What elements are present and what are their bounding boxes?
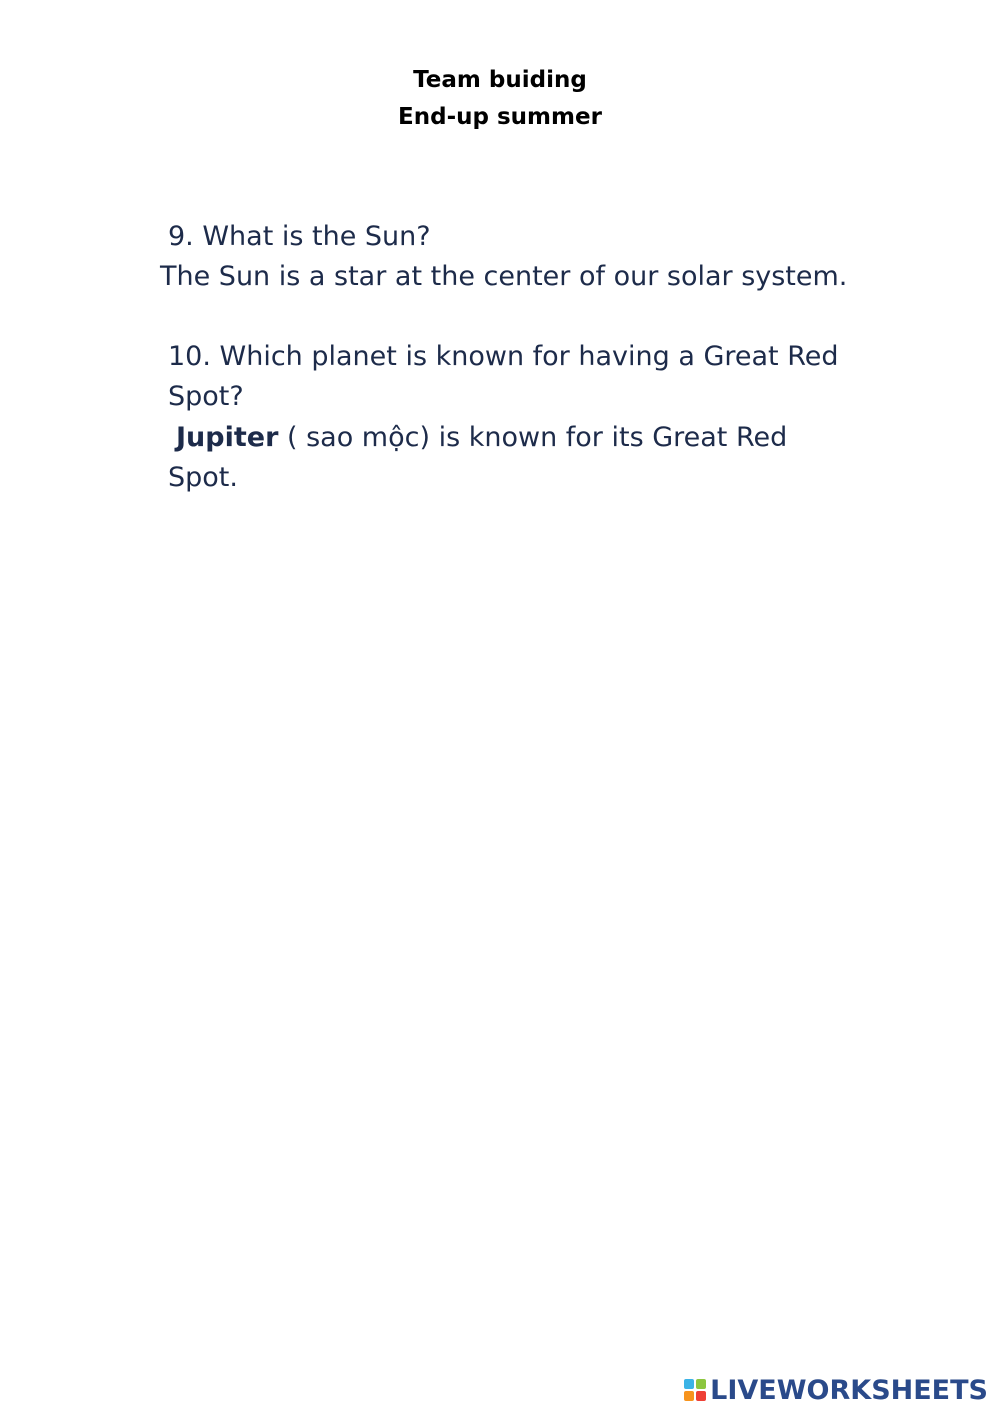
document-title: Team buiding: [413, 67, 587, 93]
answer-10-text: ( sao mộc) is known for its Great Red: [278, 422, 788, 453]
liveworksheets-logo-text: LIVEWORKSHEETS: [710, 1374, 988, 1406]
answer-10-keyword: Jupiter: [176, 422, 279, 453]
liveworksheets-logo-icon: [684, 1379, 706, 1401]
answer-10-line-2: Spot.: [168, 462, 238, 493]
document-subtitle: End-up summer: [398, 104, 602, 130]
answer-10-line-1: [176, 418, 787, 458]
liveworksheets-logo: [684, 1373, 988, 1407]
question-10-line-2: Spot?: [168, 381, 244, 412]
answer-9: The Sun is a star at the center of our solar system.: [160, 261, 848, 292]
question-9: 9. What is the Sun?: [168, 221, 431, 252]
question-10-line-1: 10. Which planet is known for having a Great Red: [168, 341, 839, 372]
